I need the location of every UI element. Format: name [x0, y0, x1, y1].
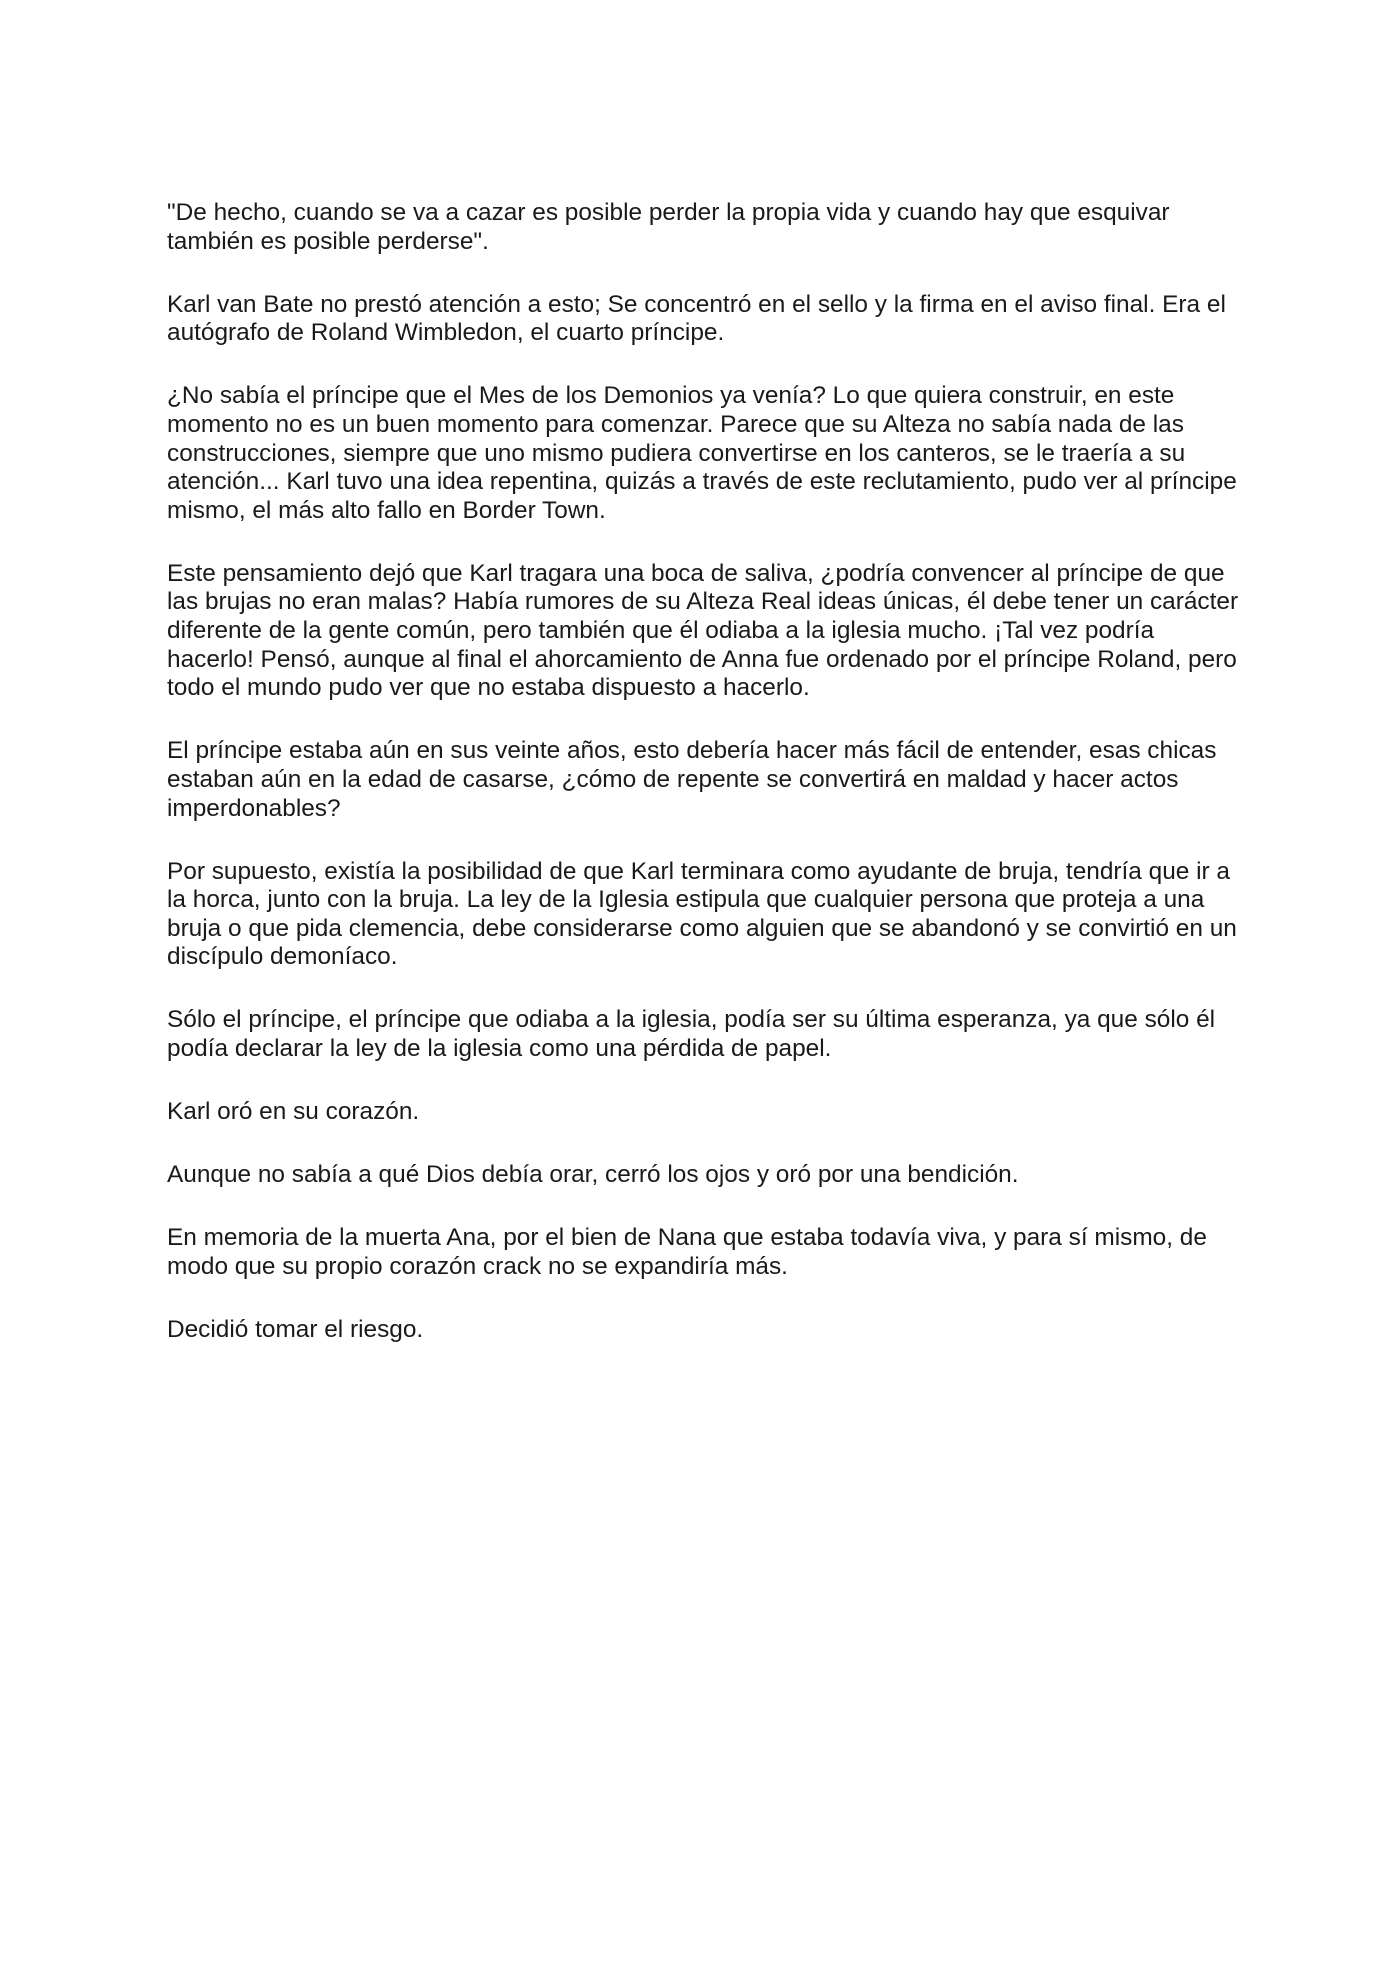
paragraph-5: El príncipe estaba aún en sus veinte años, esto debería hacer más fácil de entender, esas chicas estaban aún en la edad de casarse, ¿cómo de repente se convertirá en maldad y hacer actos imperdonables? [167, 737, 1217, 822]
paragraph-2: Karl van Bate no prestó atención a esto; Se concentró en el sello y la firma en el aviso final. Era el autógrafo de Roland Wimbledon, el cuarto príncipe. [167, 290, 1226, 347]
document-body [167, 199, 1247, 1379]
paragraph-8: Karl oró en su corazón. [167, 1098, 420, 1126]
paragraph-10: En memoria de la muerta Ana, por el bien de Nana que estaba todavía viva, y para sí mismo, de modo que su propio corazón crack no se expandiría más. [167, 1224, 1207, 1280]
paragraph-1: "De hecho, cuando se va a cazar es posible perder la propia vida y cuando hay que esquivar también es posible perderse". [167, 199, 1170, 255]
paragraph-9: Aunque no sabía a qué Dios debía orar, cerró los ojos y oró por una bendición. [167, 1161, 1019, 1189]
paragraph-7: Sólo el príncipe, el príncipe que odiaba a la iglesia, podía ser su última esperanza, ya que sólo él podía declarar la ley de la iglesia como una pérdida de papel. [167, 1006, 1216, 1063]
paragraph-11: Decidió tomar el riesgo. [167, 1316, 424, 1344]
paragraph-6: Por supuesto, existía la posibilidad de que Karl terminara como ayudante de bruja, tendría que ir a la horca, junto con la bruja. La ley de la Iglesia estipula que cualquier persona que proteja a una bruja o que pida clemencia, debe considerarse como alguien que se abandonó y se convirtió en un discípulo demoníaco. [167, 857, 1237, 971]
paragraph-4: Este pensamiento dejó que Karl tragara una boca de saliva, ¿podría convencer al príncipe de que las brujas no eran malas? Había rumores de su Alteza Real ideas únicas, él debe tener un carácter diferente de la gente común, pero también que él odiaba a la iglesia mucho. ¡Tal vez podría hacerlo! Pensó, aunque al final el ahorcamiento de Anna fue ordenado por el príncipe Roland, pero todo el mundo pudo ver que no estaba dispuesto a hacerlo. [167, 559, 1239, 702]
paragraph-3: ¿No sabía el príncipe que el Mes de los Demonios ya venía? Lo que quiera construir, en este momento no es un buen momento para comenzar. Parece que su Alteza no sabía nada de las construcciones, siempre que uno mismo pudiera convertirse en los canteros, se le traería a su atención... Karl tuvo una idea repentina, quizás a través de este reclutamiento, pudo ver al príncipe mismo, el más alto fallo en Border Town. [167, 382, 1237, 524]
